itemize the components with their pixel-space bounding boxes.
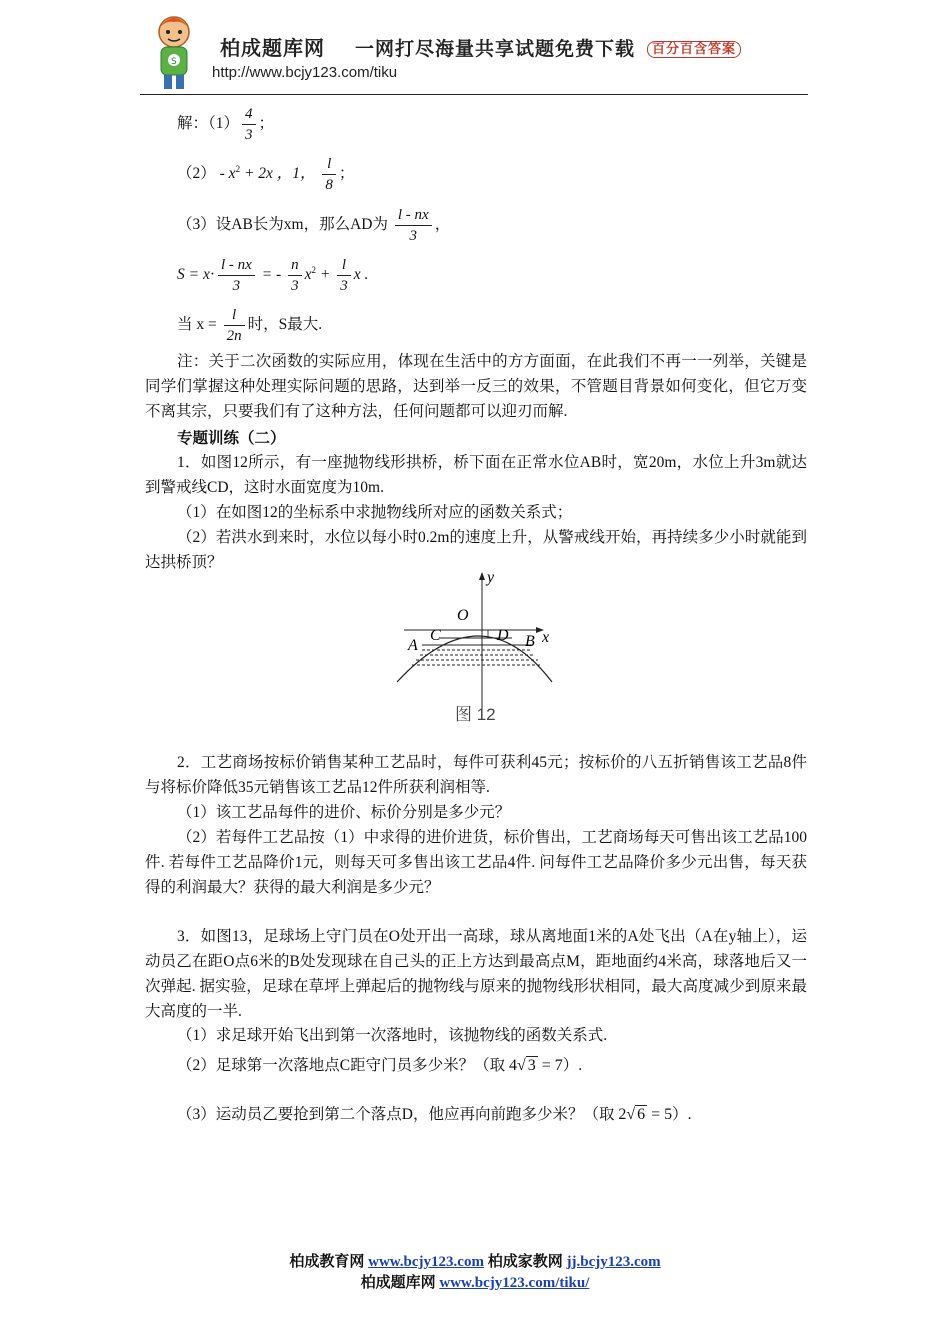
- numerator: l: [327, 156, 332, 172]
- question-3-part-2: [177, 1053, 582, 1075]
- question-2-part-2: （2）若每件工艺品按（1）中求得的进价进货，标价售出，工艺商场每天可售出该工艺品100件. 若每件工艺品降价1元，则每天可多售出该工艺品4件. 问每件工艺品降价多少元出售，每天获得的利润最大？获得的最大利润是多少元？: [145, 829, 807, 896]
- question-text: （2）足球第一次落地点C距守门员多少米？（取: [177, 1057, 506, 1074]
- footer-site-name: 柏成题库网: [360, 1275, 436, 1291]
- solution-part-2: $(2) - x^2 + 2x$ ，1， $\frac{l}{8}$ ；: [177, 156, 355, 193]
- denominator: 3: [337, 275, 351, 296]
- closing: ）.: [562, 1057, 583, 1074]
- question-1: 1．如图12所示，有一座抛物线形拱桥，桥下面在正常水位AB时，宽20m，水位上升3m就达到警戒线CD，这时水面宽度为10m.: [145, 454, 807, 496]
- part-label: （2）: [177, 165, 216, 183]
- y-axis-arrow-icon: [479, 572, 485, 580]
- denominator: 2n: [224, 325, 245, 346]
- brand-banner: [220, 32, 741, 61]
- numerator: l: [341, 257, 347, 273]
- question-1-part-1: （1）在如图12的坐标系中求抛物线所对应的函数关系式；: [177, 504, 573, 521]
- condition-prefix: 当 x =: [177, 316, 217, 334]
- question-3-part-3: [177, 1102, 692, 1124]
- footer-site-name: 柏成教育网: [289, 1254, 365, 1270]
- numerator: l - nx: [221, 257, 252, 273]
- sqrt-expression: 2√ 6 = 5: [618, 1106, 673, 1124]
- footer-link-tiku[interactable]: www.bcjy123.com/tiku/: [439, 1275, 590, 1291]
- note-paragraph: 注：关于二次函数的实际应用，体现在生活中的方方面面，在此我们不再一一列举，关键是同学们掌握这种处理实际问题的思路，达到举一反三的效果，不管题目背景如何变化，但它万变不离其宗，只要我们有了这种方法，任何问题都可以迎刃而解.: [145, 353, 807, 420]
- exponent: 2: [235, 163, 241, 174]
- area-formula: S = x· $\frac{l - nx}{3}$ = - $\frac{n}{3}$ $x^2$ + $\frac{l}{3}$ x .: [177, 257, 369, 294]
- footer-line-1: [0, 1250, 950, 1271]
- denominator: 3: [218, 275, 255, 296]
- closing: ）.: [672, 1106, 692, 1123]
- question-2: 2．工艺商场按标价销售某种工艺品时，每件可获利45元；按标价的八五折销售该工艺品8件与将标价降低35元销售该工艺品12件所获利润相等.: [145, 754, 807, 796]
- fraction: [224, 305, 245, 346]
- svg-text:S: S: [171, 57, 177, 67]
- maximum-condition: [177, 305, 322, 346]
- coefficient: 4: [508, 1057, 517, 1075]
- fraction: [395, 205, 432, 246]
- denominator: 3: [395, 225, 432, 246]
- brand-slogan: 一网打尽海量共享试题免费下载: [354, 38, 635, 60]
- header-url[interactable]: http://www.bcjy123.com/tiku: [212, 64, 398, 81]
- numerator: l: [232, 307, 237, 323]
- fraction: [288, 255, 302, 296]
- denominator: 8: [322, 174, 336, 195]
- numerator: 4: [245, 106, 253, 122]
- operator: +: [319, 266, 331, 284]
- exponent: 2: [311, 264, 316, 275]
- question-3-part-1: （1）求足球开始飞出到第一次落地时，该抛物线的函数关系式.: [177, 1027, 608, 1044]
- footer-link-main[interactable]: www.bcjy123.com: [368, 1254, 484, 1270]
- coefficient: 2: [618, 1106, 627, 1124]
- point-c-label: C: [430, 627, 441, 644]
- footer-line-2: [0, 1271, 950, 1292]
- denominator: 3: [288, 275, 302, 296]
- approximation: = 5: [651, 1106, 673, 1124]
- footer-site-name: 柏成家教网: [487, 1254, 563, 1270]
- sqrt-expression: 4√ 3 = 7: [508, 1057, 563, 1075]
- origin-label: O: [457, 607, 469, 624]
- fraction: [242, 104, 256, 145]
- fraction: [337, 255, 351, 296]
- mascot-logo-icon: [146, 12, 202, 92]
- variable: x: [304, 266, 312, 284]
- point-d-label: D: [497, 627, 509, 644]
- question-3: 3．如图13，足球场上守门员在O处开出一高球，球从离地面1米的A处飞出（A在y轴上），运动员乙在距O点6米的B处发现球在自己头的正上方达到最高点M，距地面约4米高，球落地后又一次弹起. 据实验，足球在草坪上弹起后的抛物线与原来的抛物线形状相同，最大高度减少到原来最大高度的一半.: [145, 928, 807, 1020]
- fraction: [322, 154, 336, 195]
- y-label: y: [487, 570, 495, 586]
- section-title: 专题训练（二）: [177, 430, 286, 447]
- answer-badge: 百分百含答案: [647, 41, 741, 58]
- radicand: 6: [637, 1106, 646, 1124]
- part-text: （3）设AB长为xm，那么AD为: [177, 216, 388, 234]
- fraction: [218, 255, 255, 296]
- brand-name: 柏成题库网: [220, 36, 325, 60]
- solution-part-1: 解：（1） $\frac{4}{3}$ ；: [177, 106, 275, 143]
- point-a-label: A: [408, 637, 418, 654]
- question-2-part-1: （1）该工艺品每件的进价、标价分别是多少元？: [177, 804, 511, 821]
- radicand: 3: [527, 1057, 536, 1075]
- operator: = -: [261, 266, 282, 284]
- numerator: l - nx: [397, 207, 429, 223]
- question-1-part-2: （2）若洪水到来时，水位以每小时0.2m的速度上升，从警戒线开始，再持续多少小时就能到达拱桥顶？: [145, 529, 807, 571]
- numerator: n: [291, 257, 299, 273]
- solution-part-3: （3）设AB长为xm，那么AD为 $\frac{l - nx}{3}$ ，: [177, 207, 451, 244]
- condition-suffix: 时，S最大.: [247, 316, 323, 334]
- x-label: x: [542, 629, 550, 646]
- point-b-label: B: [525, 633, 535, 650]
- expression: + 2x ，1，: [243, 165, 316, 183]
- expression: - x: [219, 165, 236, 183]
- question-text: （3）运动员乙要抢到第二个落点D，他应再向前跑多少米？（取: [177, 1106, 615, 1123]
- solution-intro: 解：（1）: [177, 115, 240, 133]
- figure-caption: 图 12: [455, 705, 496, 724]
- denominator: 3: [242, 124, 256, 145]
- footer-link-tutor[interactable]: jj.bcjy123.com: [566, 1254, 661, 1270]
- expression: x .: [353, 266, 369, 284]
- expression: S = x: [177, 266, 210, 284]
- page-header: [140, 10, 808, 95]
- approximation: = 7: [541, 1057, 563, 1075]
